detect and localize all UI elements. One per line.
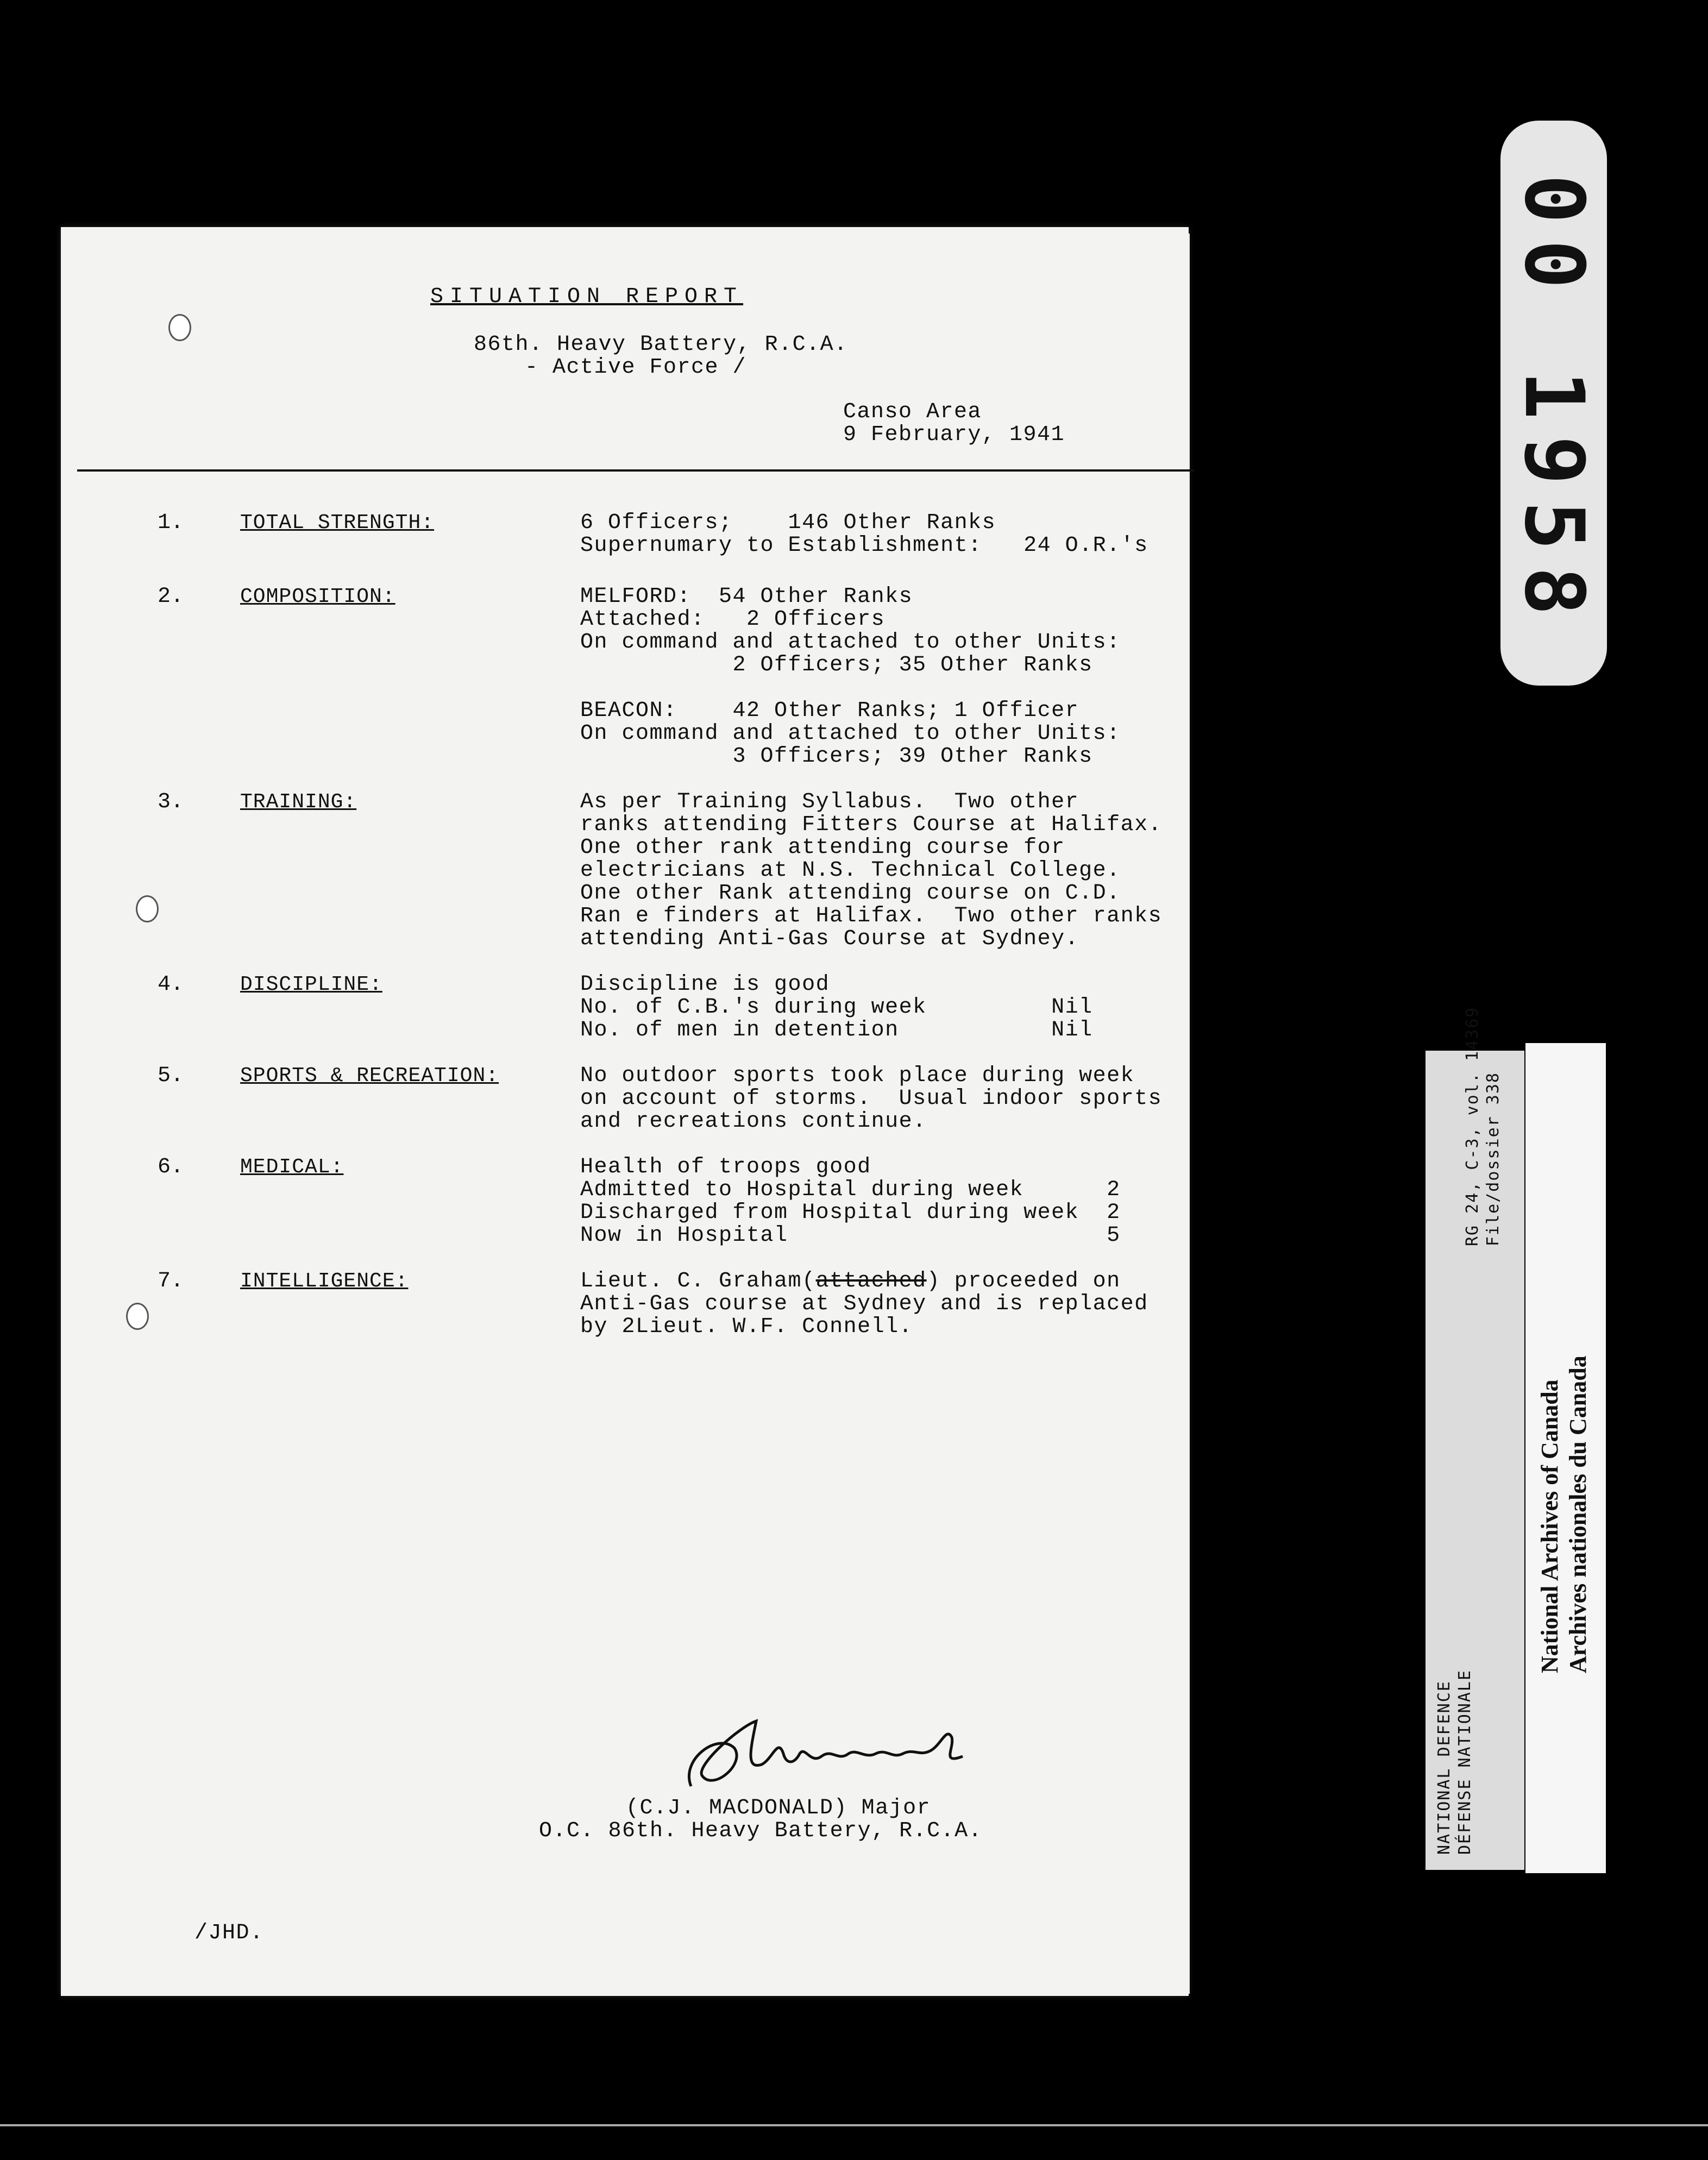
report-title: SITUATION REPORT — [430, 285, 744, 309]
section-line: Discipline is good — [580, 972, 830, 997]
reel-number: 00 1958 — [1506, 174, 1601, 632]
section-label: MEDICAL: — [240, 1156, 344, 1179]
section-line: Discharged from Hospital during week 2 — [580, 1201, 1121, 1225]
section-line: 6 Officers; 146 Other Ranks — [580, 511, 996, 535]
section-line: electricians at N.S. Technical College. — [580, 858, 1121, 883]
header-rule — [77, 469, 1194, 472]
section-line: Now in Hospital 5 — [580, 1223, 1121, 1248]
section-label: DISCIPLINE: — [240, 973, 382, 996]
defence-tag — [1426, 1006, 1524, 1870]
archives-fr: Archives nationales du Canada — [1565, 1355, 1591, 1673]
report-date: 9 February, 1941 — [843, 423, 1065, 447]
archives-en: National Archives of Canada — [1536, 1379, 1563, 1673]
section-line: Attached: 2 Officers — [580, 607, 886, 632]
unit-name: 86th. Heavy Battery, R.C.A. — [474, 332, 848, 357]
section-line: MELFORD: 54 Other Ranks — [580, 585, 913, 609]
section-line: One other rank attending course for — [580, 836, 1065, 860]
section-line: Anti-Gas course at Sydney and is replaced — [580, 1292, 1148, 1316]
signatory-title: O.C. 86th. Heavy Battery, R.C.A. — [539, 1819, 983, 1843]
section-line: attending Anti-Gas Course at Sydney. — [580, 927, 1079, 951]
section-number: 7. — [158, 1269, 184, 1294]
section-number: 4. — [158, 972, 184, 997]
section-line: No. of C.B.'s during week Nil — [580, 995, 1093, 1020]
struck-text: attached — [815, 1269, 927, 1294]
section-label: TOTAL STRENGTH: — [240, 511, 435, 535]
punch-hole-top — [168, 314, 191, 341]
punch-hole-bottom — [126, 1303, 149, 1330]
section-line: on account of storms. Usual indoor sports — [580, 1087, 1163, 1111]
reel-number-tag — [1500, 121, 1607, 686]
section-number: 6. — [158, 1155, 184, 1179]
section-label: TRAINING: — [240, 790, 357, 814]
archives-tag — [1525, 1043, 1606, 1873]
handwritten-signature — [669, 1716, 1006, 1803]
section-line: On command and attached to other Units: — [580, 630, 1121, 655]
section-line: Admitted to Hospital during week 2 — [580, 1178, 1121, 1202]
section-line: 2 Officers; 35 Other Ranks — [580, 653, 1093, 677]
force-line: - Active Force / — [525, 355, 747, 380]
section-line: ranks attending Fitters Course at Halifax. — [580, 813, 1163, 837]
section-line: No. of men in detention Nil — [580, 1018, 1093, 1043]
section-line: BEACON: 42 Other Ranks; 1 Officer — [580, 699, 1079, 723]
section-line: Health of troops good — [580, 1155, 871, 1179]
archive-ref-1: RG 24, C-3, vol. 14369 — [1463, 1006, 1482, 1246]
punch-hole-middle — [136, 895, 159, 922]
section-line: On command and attached to other Units: — [580, 721, 1121, 746]
section-line: No outdoor sports took place during week — [580, 1064, 1135, 1088]
section-line: Ran e finders at Halifax. Two other ranks — [580, 904, 1163, 928]
document-page — [61, 227, 1189, 1996]
archive-ref-2: File/dossier 338 — [1484, 1072, 1503, 1246]
section-line: Lieut. C. Graham(attached) proceeded on — [580, 1269, 1121, 1294]
section-label: SPORTS & RECREATION: — [240, 1064, 499, 1088]
signatory-name: (C.J. MACDONALD) Major — [626, 1796, 931, 1820]
place: Canso Area — [843, 400, 982, 424]
section-line: 3 Officers; 39 Other Ranks — [580, 744, 1093, 769]
film-edge-line — [0, 2124, 1708, 2126]
section-line: Supernumary to Establishment: 24 O.R.'s — [580, 533, 1148, 558]
typist-initials: /JHD. — [194, 1921, 264, 1945]
section-line: by 2Lieut. W.F. Connell. — [580, 1315, 913, 1339]
section-number: 1. — [158, 511, 184, 535]
section-line: As per Training Syllabus. Two other — [580, 790, 1079, 814]
section-line: and recreations continue. — [580, 1109, 927, 1134]
section-number: 5. — [158, 1064, 184, 1088]
section-line: One other Rank attending course on C.D. — [580, 881, 1121, 906]
section-number: 2. — [158, 585, 184, 609]
defence-fr: DÉFENSE NATIONALE — [1455, 1669, 1474, 1855]
defence-en: NATIONAL DEFENCE — [1435, 1680, 1454, 1855]
section-label: COMPOSITION: — [240, 585, 395, 608]
section-number: 3. — [158, 790, 184, 814]
section-label: INTELLIGENCE: — [240, 1270, 409, 1293]
